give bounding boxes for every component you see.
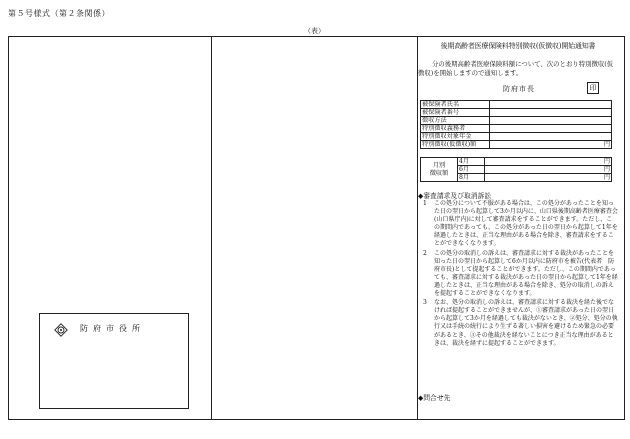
appeal-clause [420, 250, 618, 299]
fold-line-1 [211, 37, 212, 419]
info-label: 徴収方法 [421, 117, 490, 125]
clause-number: 1 [423, 200, 427, 207]
info-label: 被保険者氏名 [421, 101, 490, 109]
info-value [490, 101, 612, 109]
table-row [421, 101, 612, 109]
notice-body: 分の後期高齢者医療保険料額について、次のとおり特別徴収(仮徴収)を開始しますので通知します。 [418, 60, 614, 77]
month-amount: 円 [485, 174, 612, 182]
contact-heading: ◆問合せ先 [418, 394, 451, 402]
clause-number: 3 [423, 299, 427, 307]
month-label: 6月 [458, 166, 485, 174]
info-label: 特別徴収(仮徴収)額 [421, 141, 490, 149]
appeal-clause [420, 200, 618, 249]
info-value [490, 109, 612, 117]
info-label: 被保険者番号 [421, 109, 490, 117]
info-value [490, 117, 612, 125]
form-number: 第５号様式（第２条関係） [8, 9, 110, 18]
sender-office: 防府市役所 [80, 324, 145, 333]
clause-text: この処分について不服がある場合は、この処分があったことを知った日の翌日から起算して3か月以内に、山口県後期高齢者医療審査会(山口県庁内)に対して審査請求をすることができます。ただし、この期間内であっても、この処分があった日の翌日から起算して1年を経過したときは、正当な理由がある場合を除き、審査請求をすることができなくなります。 [434, 200, 618, 248]
month-label: 4月 [458, 158, 485, 166]
info-value: 円 [490, 141, 612, 149]
side-label: （表） [304, 27, 325, 35]
clause-number: 2 [423, 249, 427, 257]
table-row [421, 125, 612, 133]
info-value [490, 133, 612, 141]
amount-label-line2: 徴収額 [429, 169, 449, 177]
info-label: 特別徴収義務者 [421, 125, 490, 133]
amount-label [421, 158, 458, 182]
seal-mark: 印 [587, 82, 599, 94]
month-amount: 円 [485, 166, 612, 174]
info-label: 特別徴収対象年金 [421, 133, 490, 141]
insured-info-table [420, 100, 612, 149]
appeal-heading: ◆審査請求及び取消訴訟 [418, 192, 492, 200]
city-emblem-icon [54, 323, 68, 337]
month-label: 8月 [458, 174, 485, 182]
appeal-clauses [420, 200, 618, 349]
issuer-name: 防府市長 [503, 85, 535, 93]
appeal-clause [420, 299, 618, 348]
notice-title: 後期高齢者医療保険料特別徴収(仮徴収)開始通知書 [440, 42, 596, 50]
table-row [421, 158, 612, 166]
monthly-amount-table [420, 157, 612, 182]
table-row [421, 141, 612, 149]
sender-box [39, 313, 189, 409]
clause-text: この処分の取消しの訴えは、審査請求に対する裁決があったことを知った日の翌日から起算して6か月以内に防府市を被告(代表者 防府市長)として提起することができます。ただし、この期間内であっても、審査請求に対する裁決があった日の翌日から起算して1年を経過したときは、正当な理由がある場合を除き、処分の取消しの訴えを提起することができなくなります。 [434, 249, 618, 298]
month-amount: 円 [485, 158, 612, 166]
clause-text: なお、処分の取消しの訴えは、審査請求に対する裁決を経た後でなければ提起することができませんが、①審査請求があった日の翌日から起算して3か月を経過しても裁決がないとき、②処分、処分の執行又は手続の続行により生ずる著しい損害を避けるため緊急の必要があるとき、③その他裁決を経ないことにつき正当な理由があるときは、裁決を経ずに提起することができます。 [434, 299, 618, 347]
amount-label-line1: 月別 [432, 161, 446, 169]
table-row [421, 109, 612, 117]
table-row [421, 117, 612, 125]
table-row [421, 133, 612, 141]
fold-line-2 [417, 37, 418, 419]
info-value [490, 125, 612, 133]
